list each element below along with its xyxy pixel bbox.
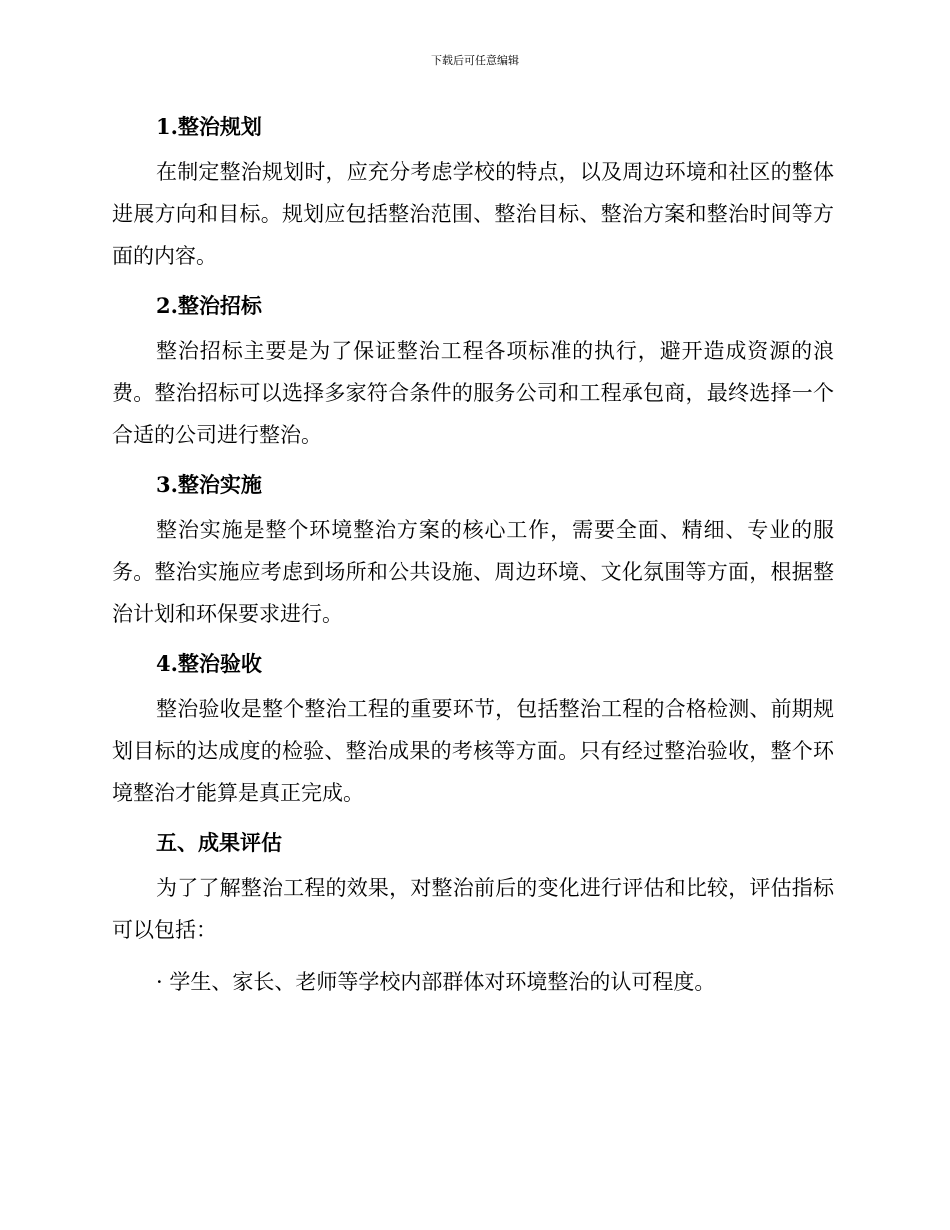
section-paragraph-bidding: 整治招标主要是为了保证整治工程各项标准的执行，避开造成资源的浪费。整治招标可以选择多家符合条件的服务公司和工程承包商，最终选择一个合适的公司进行整治。 — [112, 339, 834, 447]
list-item: · 学生、家长、老师等学校内部群体对环境整治的认可程度。 — [156, 970, 716, 994]
section-heading-evaluation: 五、成果评估 — [156, 830, 282, 855]
document-body — [112, 106, 834, 1003]
page-header: 下载后可任意编辑 — [431, 54, 519, 67]
section-paragraph-acceptance: 整治验收是整个整治工程的重要环节，包括整治工程的合格检测、前期规划目标的达成度的检验、整治成果的考核等方面。只有经过整治验收，整个环境整治才能算是真正完成。 — [112, 697, 834, 805]
section-heading-bidding: 2.整治招标 — [156, 293, 262, 318]
section-paragraph-planning: 在制定整治规划时，应充分考虑学校的特点，以及周边环境和社区的整体进展方向和目标。规划应包括整治范围、整治目标、整治方案和整治时间等方面的内容。 — [112, 160, 834, 268]
section-paragraph-evaluation: 为了了解整治工程的效果，对整治前后的变化进行评估和比较，评估指标可以包括： — [112, 876, 834, 942]
section-heading-implementation: 3.整治实施 — [156, 472, 262, 497]
section-paragraph-implementation: 整治实施是整个环境整治方案的核心工作，需要全面、精细、专业的服务。整治实施应考虑到场所和公共设施、周边环境、文化氛围等方面，根据整治计划和环保要求进行。 — [112, 518, 834, 626]
section-heading-acceptance: 4.整治验收 — [156, 651, 262, 676]
section-heading-planning: 1.整治规划 — [156, 114, 262, 139]
